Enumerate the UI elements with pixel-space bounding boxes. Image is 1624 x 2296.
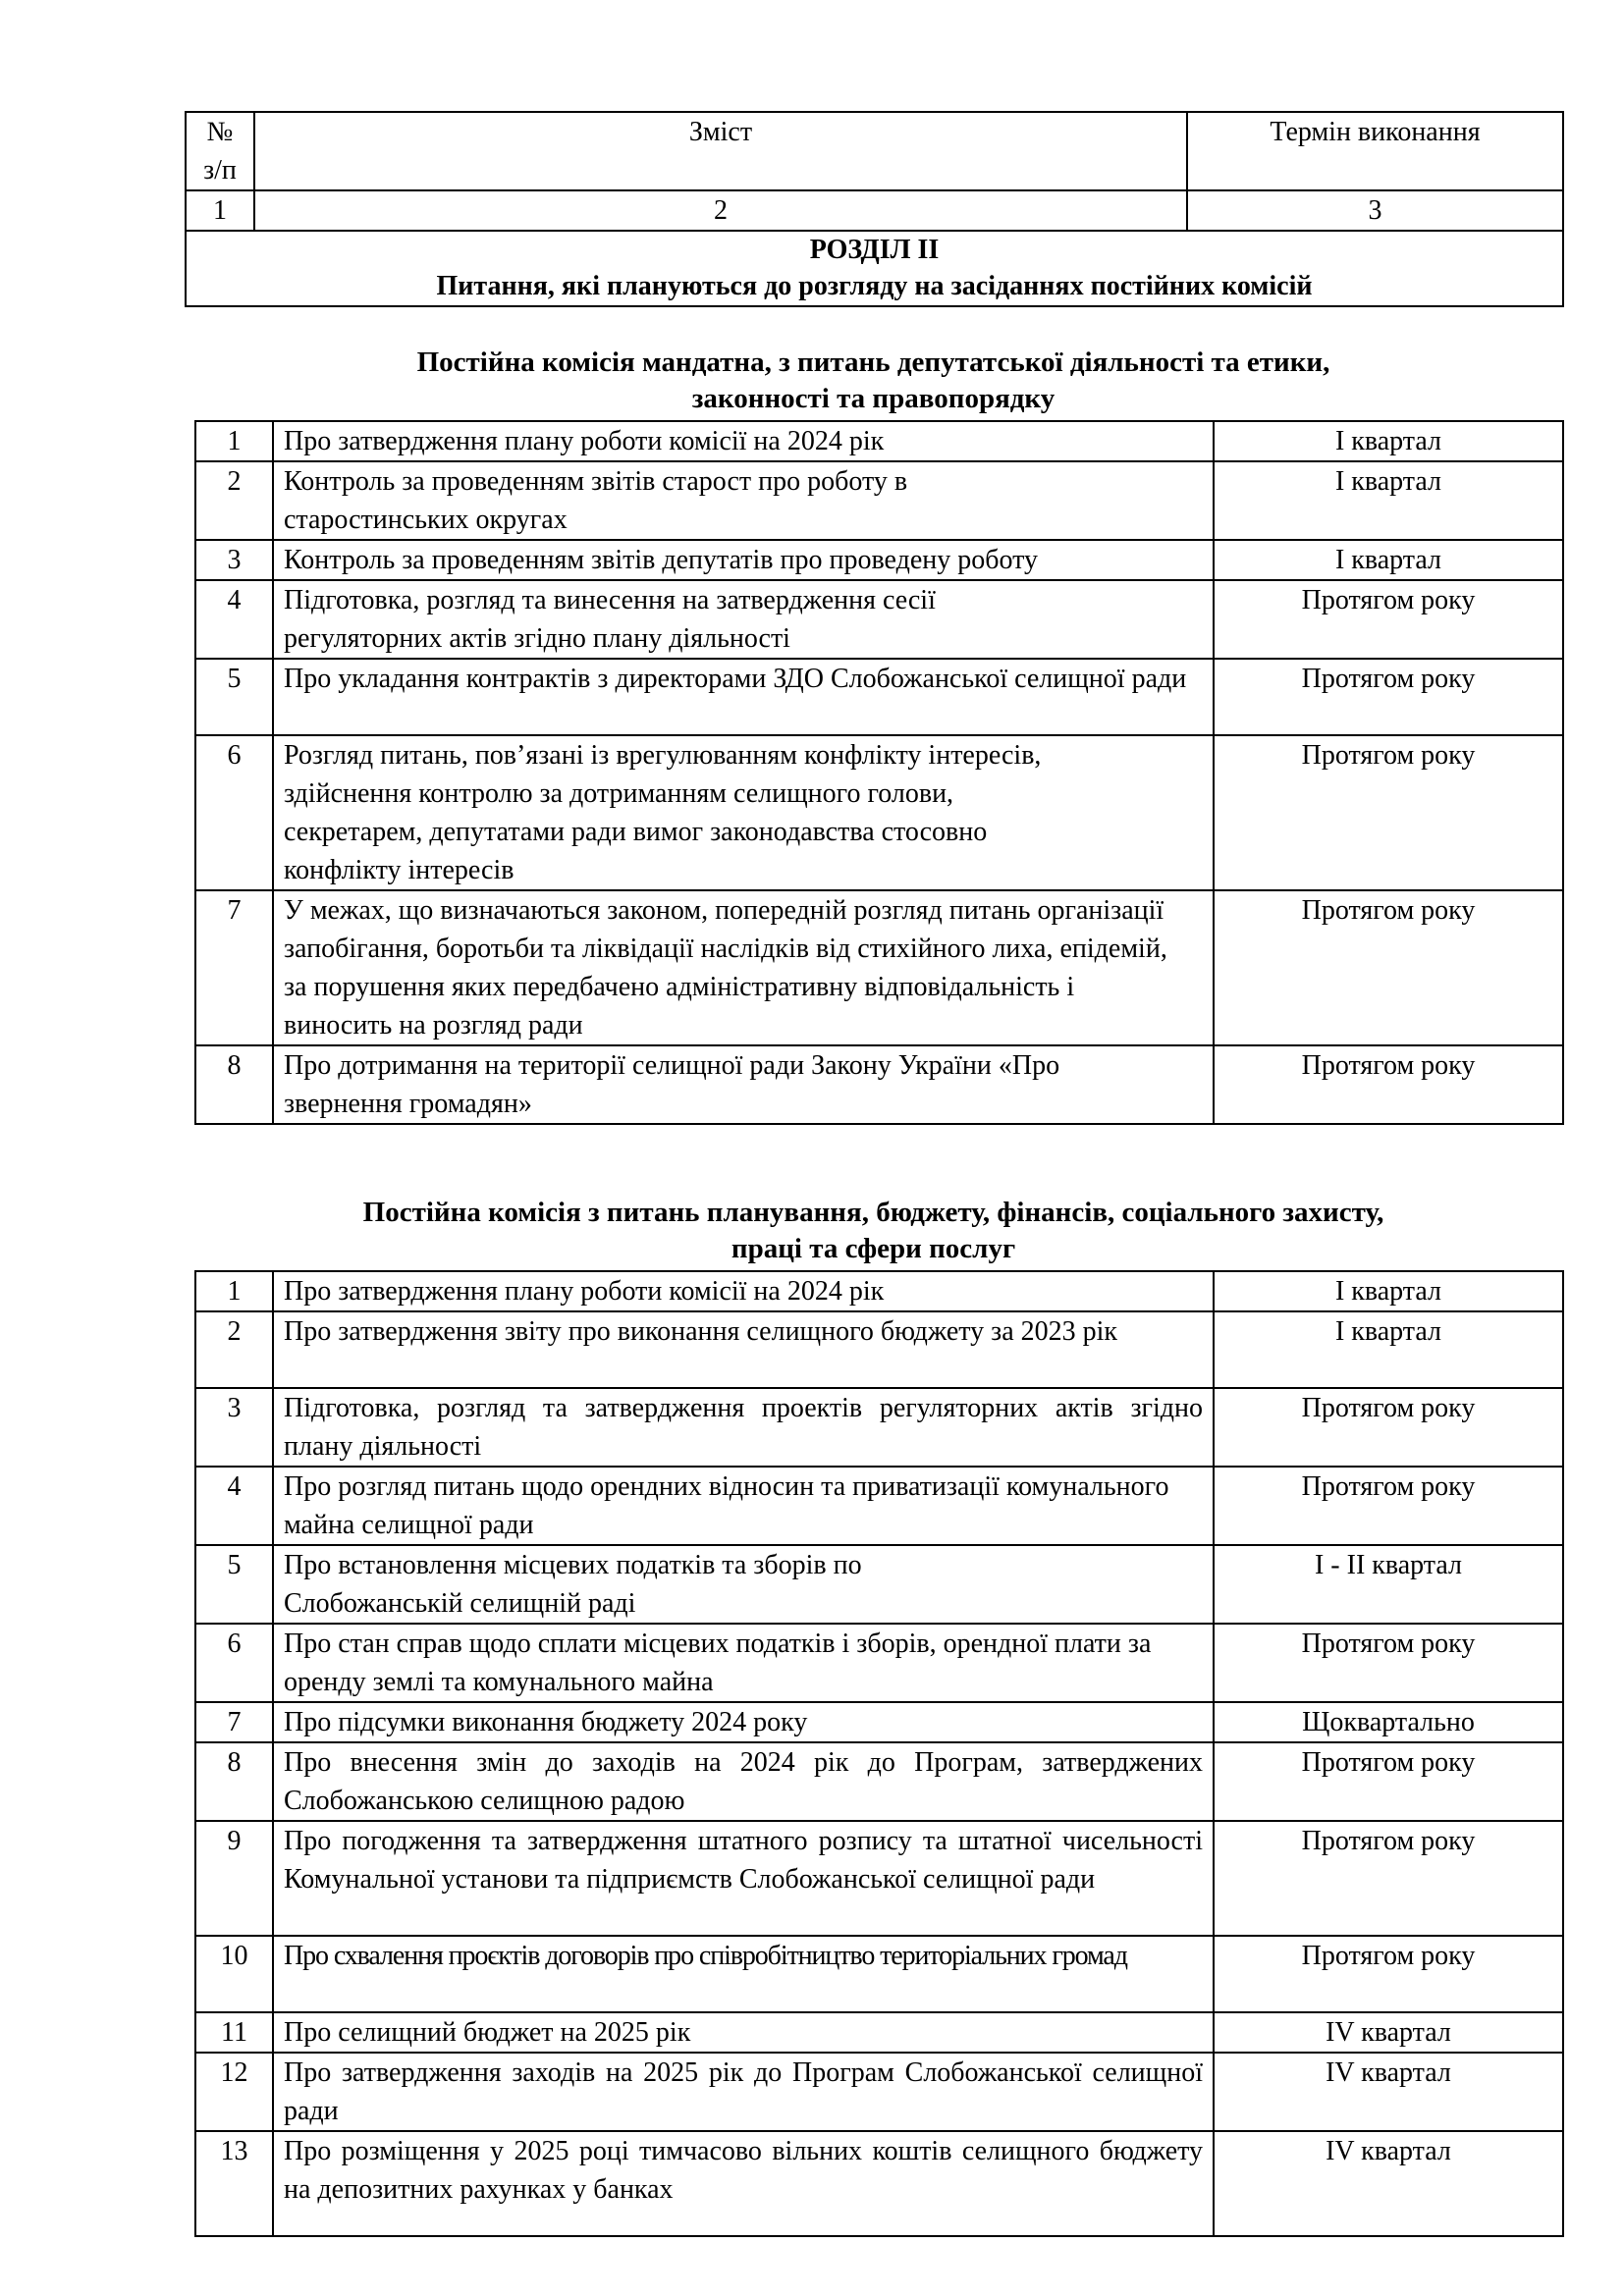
row-content: Про затвердження плану роботи комісії на 2024 рік [273,1271,1214,1311]
row-content: Про схвалення проєктів договорів про співробітництво територіальних громад [273,1936,1214,2012]
row-term: Протягом року [1214,1045,1563,1124]
row-number: 4 [195,1467,273,1545]
row-number: 4 [195,580,273,659]
row-term: ІV квартал [1214,2053,1563,2131]
row-content: Про дотримання на території селищної ради Закону України «Про звернення громадян» [273,1045,1214,1124]
table-row [195,1702,1563,1742]
row-term: І квартал [1214,461,1563,540]
table-row [195,1821,1563,1936]
section-title: Питання, які плануються до розгляду на засіданнях постійних комісій [436,271,1313,301]
header-col-num [186,112,254,190]
commission2-title [185,1195,1562,1267]
row-number: 3 [195,1388,273,1467]
commission1-title-line1: Постійна комісія мандатна, з питань депутатської діяльності та етики, [416,347,1330,378]
row-content: Про затвердження плану роботи комісії на 2024 рік [273,421,1214,461]
row-term: І квартал [1214,1271,1563,1311]
table-row [195,890,1563,1045]
table-row [195,1388,1563,1467]
row-number: 5 [195,1545,273,1624]
row-content: Контроль за проведенням звітів депутатів про проведену роботу [273,540,1214,580]
row-content: Розгляд питань, пов’язані із врегулюванням конфлікту інтересів, здійснення контролю за дотриманням селищного голови, секретарем, депутатами ради вимог законодавства стосовно конфлікту інтересів [273,735,1214,890]
row-term: І квартал [1214,1311,1563,1388]
row-content: Підготовка, розгляд та затвердження проектів регуляторних актів згідно плану діяльності [273,1388,1214,1467]
row-content: У межах, що визначаються законом, попередній розгляд питань організації запобігання, боротьби та ліквідації наслідків від стихійного лиха, епідемій, за порушення яких передбачено адміністративну відповідальність і виносить на розгляд ради [273,890,1214,1045]
table-row [195,461,1563,540]
row-number: 2 [195,461,273,540]
row-term: І квартал [1214,540,1563,580]
header-table [185,111,1564,307]
row-content: Контроль за проведенням звітів старост про роботу в старостинських округах [273,461,1214,540]
row-number: 5 [195,659,273,735]
table-row [195,1545,1563,1624]
commission1-title-line2: законності та правопорядку [691,383,1056,414]
row-number: 1 [195,421,273,461]
header-col-term: Термін виконання [1187,112,1563,190]
row-content: Про внесення змін до заходів на 2024 рік до Програм, затверджених Слобожанською селищною радою [273,1742,1214,1821]
commission2-table [194,1270,1564,2237]
row-number: 1 [195,1271,273,1311]
row-term: Протягом року [1214,1821,1563,1936]
row-number: 11 [195,2012,273,2053]
row-number: 8 [195,1742,273,1821]
row-number: 10 [195,1936,273,2012]
table-row [195,580,1563,659]
commission1-title [185,345,1562,417]
row-number: 3 [195,540,273,580]
row-number: 6 [195,1624,273,1702]
table-row [195,1742,1563,1821]
commission2-title-line2: праці та сфери послуг [731,1233,1016,1264]
row-content: Підготовка, розгляд та винесення на затвердження сесії регуляторних актів згідно плану діяльності [273,580,1214,659]
row-term: Протягом року [1214,1467,1563,1545]
row-number: 7 [195,1702,273,1742]
section-heading-cell [186,231,1563,306]
commission1-table [194,420,1564,1125]
row-term: ІV квартал [1214,2012,1563,2053]
row-content: Про затвердження заходів на 2025 рік до Програм Слобожанської селищної ради [273,2053,1214,2131]
table-row [195,2053,1563,2131]
row-number: 7 [195,890,273,1045]
section-label: РОЗДІЛ ІІ [809,235,940,265]
row-content: Про розміщення у 2025 році тимчасово вільних коштів селищного бюджету на депозитних рахунках у банках [273,2131,1214,2236]
row-number: 2 [195,1311,273,1388]
row-term: Протягом року [1214,580,1563,659]
row-content: Про підсумки виконання бюджету 2024 року [273,1702,1214,1742]
row-number: 12 [195,2053,273,2131]
header-col-num-line1: № [206,117,234,147]
table-row [195,1624,1563,1702]
row-term: ІV квартал [1214,2131,1563,2236]
row-content: Про стан справ щодо сплати місцевих податків і зборів, орендної плати за оренду землі та комунального майна [273,1624,1214,1702]
table-row [195,540,1563,580]
row-term: Протягом року [1214,1742,1563,1821]
header-index-1: 1 [186,190,254,231]
row-term: Протягом року [1214,659,1563,735]
header-col-num-line2: з/п [203,155,237,186]
row-term: І - ІІ квартал [1214,1545,1563,1624]
header-index-2: 2 [254,190,1187,231]
row-number: 9 [195,1821,273,1936]
row-term: Протягом року [1214,735,1563,890]
row-term: Протягом року [1214,1936,1563,2012]
table-row [195,735,1563,890]
table-row [195,1936,1563,2012]
row-term: Протягом року [1214,890,1563,1045]
header-col-content: Зміст [254,112,1187,190]
header-index-3: 3 [1187,190,1563,231]
table-row [195,1467,1563,1545]
row-number: 13 [195,2131,273,2236]
row-content: Про погодження та затвердження штатного розпису та штатної чисельності Комунальної установи та підприємств Слобожанської селищної ради [273,1821,1214,1936]
row-number: 8 [195,1045,273,1124]
table-row [195,1311,1563,1388]
row-content: Про розгляд питань щодо орендних відносин та приватизації комунального майна селищної ради [273,1467,1214,1545]
table-row [195,2012,1563,2053]
table-row [195,421,1563,461]
row-term: Протягом року [1214,1388,1563,1467]
table-row [195,659,1563,735]
commission2-title-line1: Постійна комісія з питань планування, бюджету, фінансів, соціального захисту, [362,1197,1384,1228]
row-term: Протягом року [1214,1624,1563,1702]
table-row [195,2131,1563,2236]
row-term: Щоквартально [1214,1702,1563,1742]
table-row [195,1271,1563,1311]
row-content: Про укладання контрактів з директорами ЗДО Слобожанської селищної ради [273,659,1214,735]
row-number: 6 [195,735,273,890]
row-content: Про затвердження звіту про виконання селищного бюджету за 2023 рік [273,1311,1214,1388]
table-row [195,1045,1563,1124]
row-term: І квартал [1214,421,1563,461]
row-content: Про селищний бюджет на 2025 рік [273,2012,1214,2053]
row-content: Про встановлення місцевих податків та зборів по Слобожанській селищній раді [273,1545,1214,1624]
